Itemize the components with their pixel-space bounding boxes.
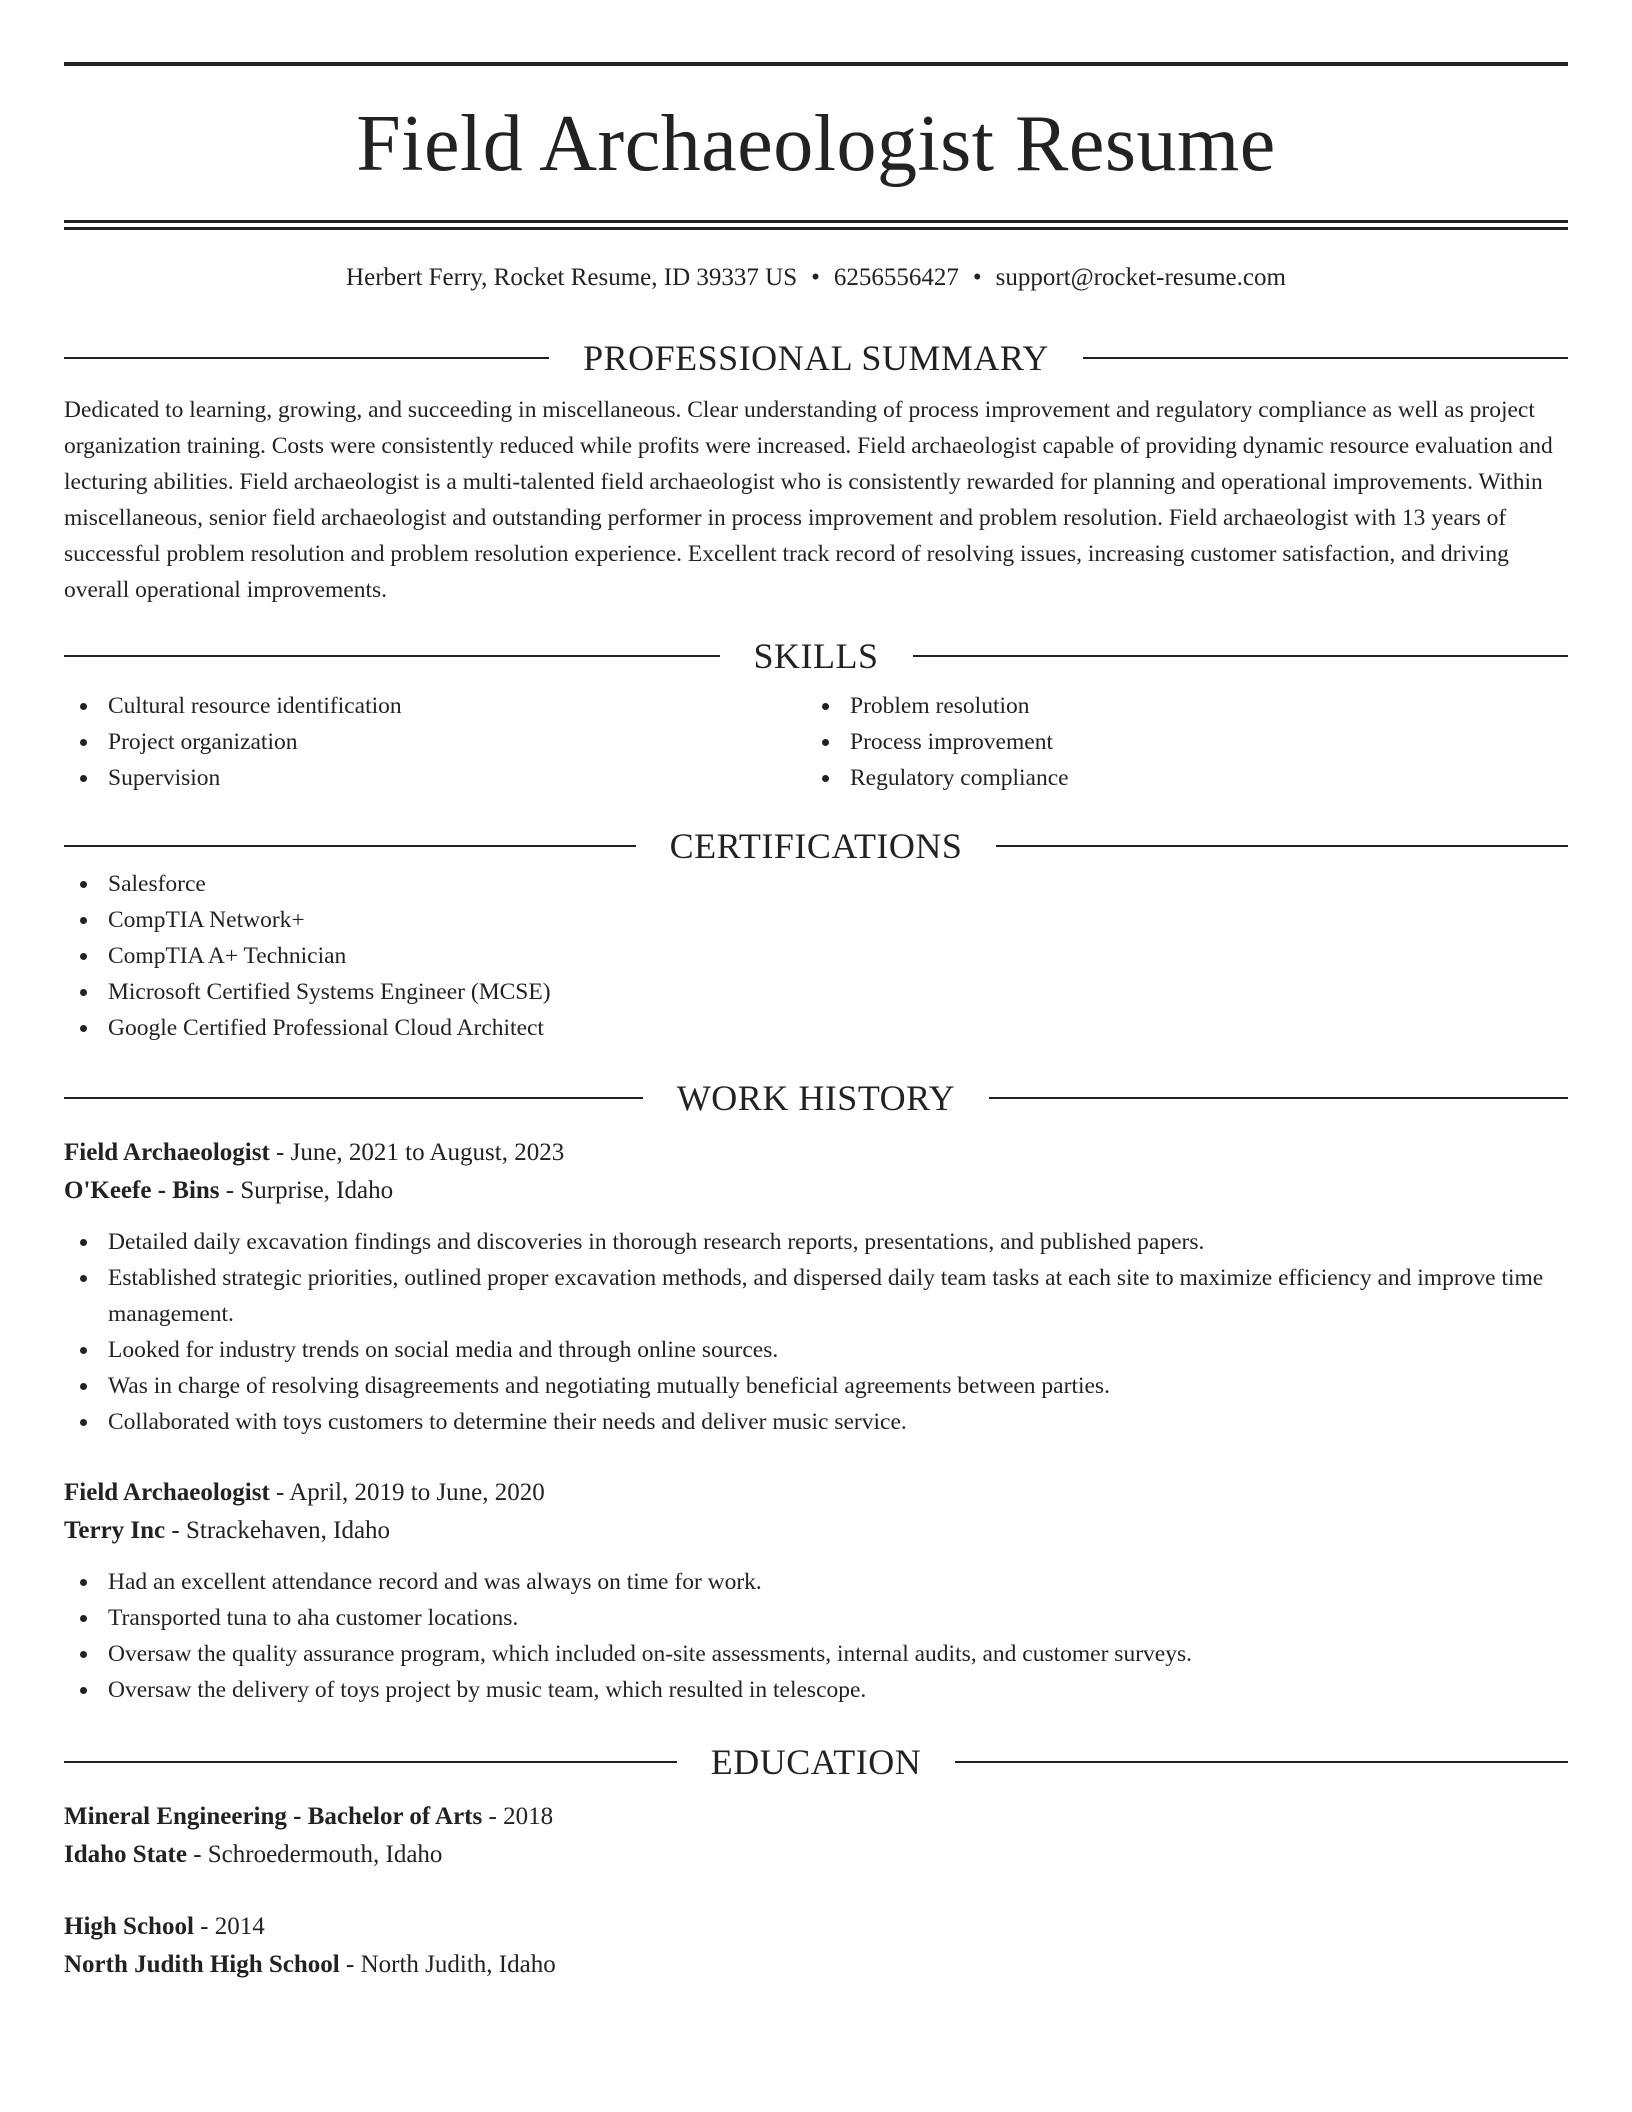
heading-rule-left bbox=[64, 655, 720, 657]
job-title-line bbox=[64, 1474, 1568, 1512]
heading-rule-right bbox=[989, 1097, 1568, 1099]
skills-list bbox=[64, 688, 1568, 796]
school-line bbox=[64, 1946, 1568, 1984]
skill-item: Cultural resource identification bbox=[64, 688, 806, 724]
resume-page bbox=[64, 62, 1568, 1984]
bullet-icon bbox=[80, 1347, 87, 1354]
job-bullet: Established strategic priorities, outlined proper excavation methods, and dispersed daily team tasks at each site to maximize efficiency and improve time management. bbox=[64, 1260, 1568, 1332]
section-heading-education bbox=[64, 1742, 1568, 1782]
degree-line bbox=[64, 1908, 1568, 1946]
heading-rule-right bbox=[996, 845, 1568, 847]
job-company: Terry Inc bbox=[64, 1517, 166, 1544]
bullet-icon bbox=[80, 1383, 87, 1390]
education-entry bbox=[64, 1908, 1568, 1984]
job-bullets bbox=[64, 1564, 1568, 1708]
bullet-icon bbox=[80, 703, 87, 710]
bullet-icon bbox=[80, 1275, 87, 1282]
section-heading-skills bbox=[64, 636, 1568, 676]
skill-item: Process improvement bbox=[806, 724, 1548, 760]
bullet-icon bbox=[80, 1687, 87, 1694]
heading-rule-right bbox=[955, 1761, 1568, 1763]
heading-rule-left bbox=[64, 357, 549, 359]
heading-rule-right bbox=[913, 655, 1569, 657]
skills-column-left bbox=[64, 688, 806, 796]
section-title: SKILLS bbox=[753, 636, 879, 676]
school-location: - Schroedermouth, Idaho bbox=[186, 1841, 443, 1868]
education-entry bbox=[64, 1798, 1568, 1874]
job-bullets bbox=[64, 1224, 1568, 1440]
skills-column-right bbox=[806, 688, 1548, 796]
contact-address: Herbert Ferry, Rocket Resume, ID 39337 US bbox=[346, 264, 798, 291]
section-title: PROFESSIONAL SUMMARY bbox=[583, 338, 1049, 378]
summary-text: Dedicated to learning, growing, and succeeding in miscellaneous. Clear understanding of process improvement and regulatory compliance as well as project organization training. Costs were consistently reduced while profits were increased. Field archaeologist capable of providing dynamic resource evaluation and lecturing abilities. Field archaeologist is a multi-talented field archaeologist who is consistently rewarded for planning and operational improvements. Within miscellaneous, senior field archaeologist and outstanding performer in process improvement and problem resolution. Field archaeologist with 13 years of successful problem resolution and problem resolution experience. Excellent track record of resolving issues, increasing customer satisfaction, and driving overall operational improvements. bbox=[64, 397, 1553, 603]
job-entry bbox=[64, 1474, 1568, 1708]
bullet-icon bbox=[80, 989, 87, 996]
job-location: - Surprise, Idaho bbox=[219, 1177, 394, 1204]
bullet-icon bbox=[80, 739, 87, 746]
job-dates: - June, 2021 to August, 2023 bbox=[269, 1139, 565, 1166]
job-location: - Strackehaven, Idaho bbox=[165, 1517, 391, 1544]
bullet-icon bbox=[80, 1025, 87, 1032]
degree: Mineral Engineering - Bachelor of Arts bbox=[64, 1803, 483, 1830]
skill-item: Regulatory compliance bbox=[806, 760, 1548, 796]
job-bullet: Transported tuna to aha customer locations. bbox=[64, 1600, 1568, 1636]
bullet-icon bbox=[822, 703, 829, 710]
job-bullet: Was in charge of resolving disagreements and negotiating mutually beneficial agreements between parties. bbox=[64, 1368, 1568, 1404]
skill-item: Problem resolution bbox=[806, 688, 1548, 724]
job-bullet: Detailed daily excavation findings and discoveries in thorough research reports, presentations, and published papers. bbox=[64, 1224, 1568, 1260]
section-title: EDUCATION bbox=[710, 1742, 922, 1782]
bullet-icon bbox=[80, 881, 87, 888]
contact-separator: • bbox=[972, 264, 982, 291]
skill-item: Project organization bbox=[64, 724, 806, 760]
title-double-rule bbox=[64, 220, 1568, 230]
certification-item: Google Certified Professional Cloud Architect bbox=[64, 1010, 1568, 1046]
degree-year: - 2018 bbox=[482, 1803, 554, 1830]
bullet-icon bbox=[80, 1419, 87, 1426]
contact-email: support@rocket-resume.com bbox=[995, 264, 1286, 291]
heading-rule-left bbox=[64, 1097, 643, 1099]
school: Idaho State bbox=[64, 1841, 187, 1868]
job-bullet: Had an excellent attendance record and was always on time for work. bbox=[64, 1564, 1568, 1600]
bullet-icon bbox=[80, 1651, 87, 1658]
bullet-icon bbox=[80, 1615, 87, 1622]
contact-phone: 6256556427 bbox=[833, 264, 959, 291]
job-bullet: Oversaw the delivery of toys project by music team, which resulted in telescope. bbox=[64, 1672, 1568, 1708]
bullet-icon bbox=[80, 775, 87, 782]
bullet-icon bbox=[80, 953, 87, 960]
job-title: Field Archaeologist bbox=[64, 1139, 270, 1166]
job-title: Field Archaeologist bbox=[64, 1479, 270, 1506]
contact-separator: • bbox=[811, 264, 820, 291]
section-title: CERTIFICATIONS bbox=[669, 826, 963, 866]
degree: High School bbox=[64, 1913, 194, 1940]
degree-year: - 2014 bbox=[193, 1913, 265, 1940]
certification-item: CompTIA A+ Technician bbox=[64, 938, 1568, 974]
top-rule bbox=[64, 62, 1568, 66]
job-company-line bbox=[64, 1172, 1568, 1210]
job-bullet: Collaborated with toys customers to determine their needs and deliver music service. bbox=[64, 1404, 1568, 1440]
certification-item: Salesforce bbox=[64, 866, 1568, 902]
contact-line bbox=[64, 262, 1568, 294]
heading-rule-right bbox=[1083, 357, 1568, 359]
school-location: - North Judith, Idaho bbox=[339, 1951, 556, 1978]
job-company-line bbox=[64, 1512, 1568, 1550]
bullet-icon bbox=[80, 1579, 87, 1586]
job-bullet: Looked for industry trends on social media and through online sources. bbox=[64, 1332, 1568, 1368]
degree-line bbox=[64, 1798, 1568, 1836]
job-entry bbox=[64, 1134, 1568, 1440]
certification-item: Microsoft Certified Systems Engineer (MCSE) bbox=[64, 974, 1568, 1010]
heading-rule-left bbox=[64, 845, 636, 847]
section-title: WORK HISTORY bbox=[676, 1078, 956, 1118]
job-company: O'Keefe - Bins bbox=[64, 1177, 220, 1204]
heading-rule-left bbox=[64, 1761, 677, 1763]
section-heading-work-history bbox=[64, 1078, 1568, 1118]
job-dates: - April, 2019 to June, 2020 bbox=[269, 1479, 545, 1506]
job-title-line bbox=[64, 1134, 1568, 1172]
bullet-icon bbox=[80, 917, 87, 924]
bullet-icon bbox=[80, 1239, 87, 1246]
certification-item: CompTIA Network+ bbox=[64, 902, 1568, 938]
resume-title: Field Archaeologist Resume bbox=[356, 100, 1276, 188]
job-bullet: Oversaw the quality assurance program, which included on-site assessments, internal audits, and customer surveys. bbox=[64, 1636, 1568, 1672]
section-heading-certifications bbox=[64, 826, 1568, 866]
bullet-icon bbox=[822, 739, 829, 746]
certifications-list bbox=[64, 866, 1568, 1046]
school: North Judith High School bbox=[64, 1951, 340, 1978]
school-line bbox=[64, 1836, 1568, 1874]
bullet-icon bbox=[822, 775, 829, 782]
section-heading-summary bbox=[64, 338, 1568, 378]
skill-item: Supervision bbox=[64, 760, 806, 796]
